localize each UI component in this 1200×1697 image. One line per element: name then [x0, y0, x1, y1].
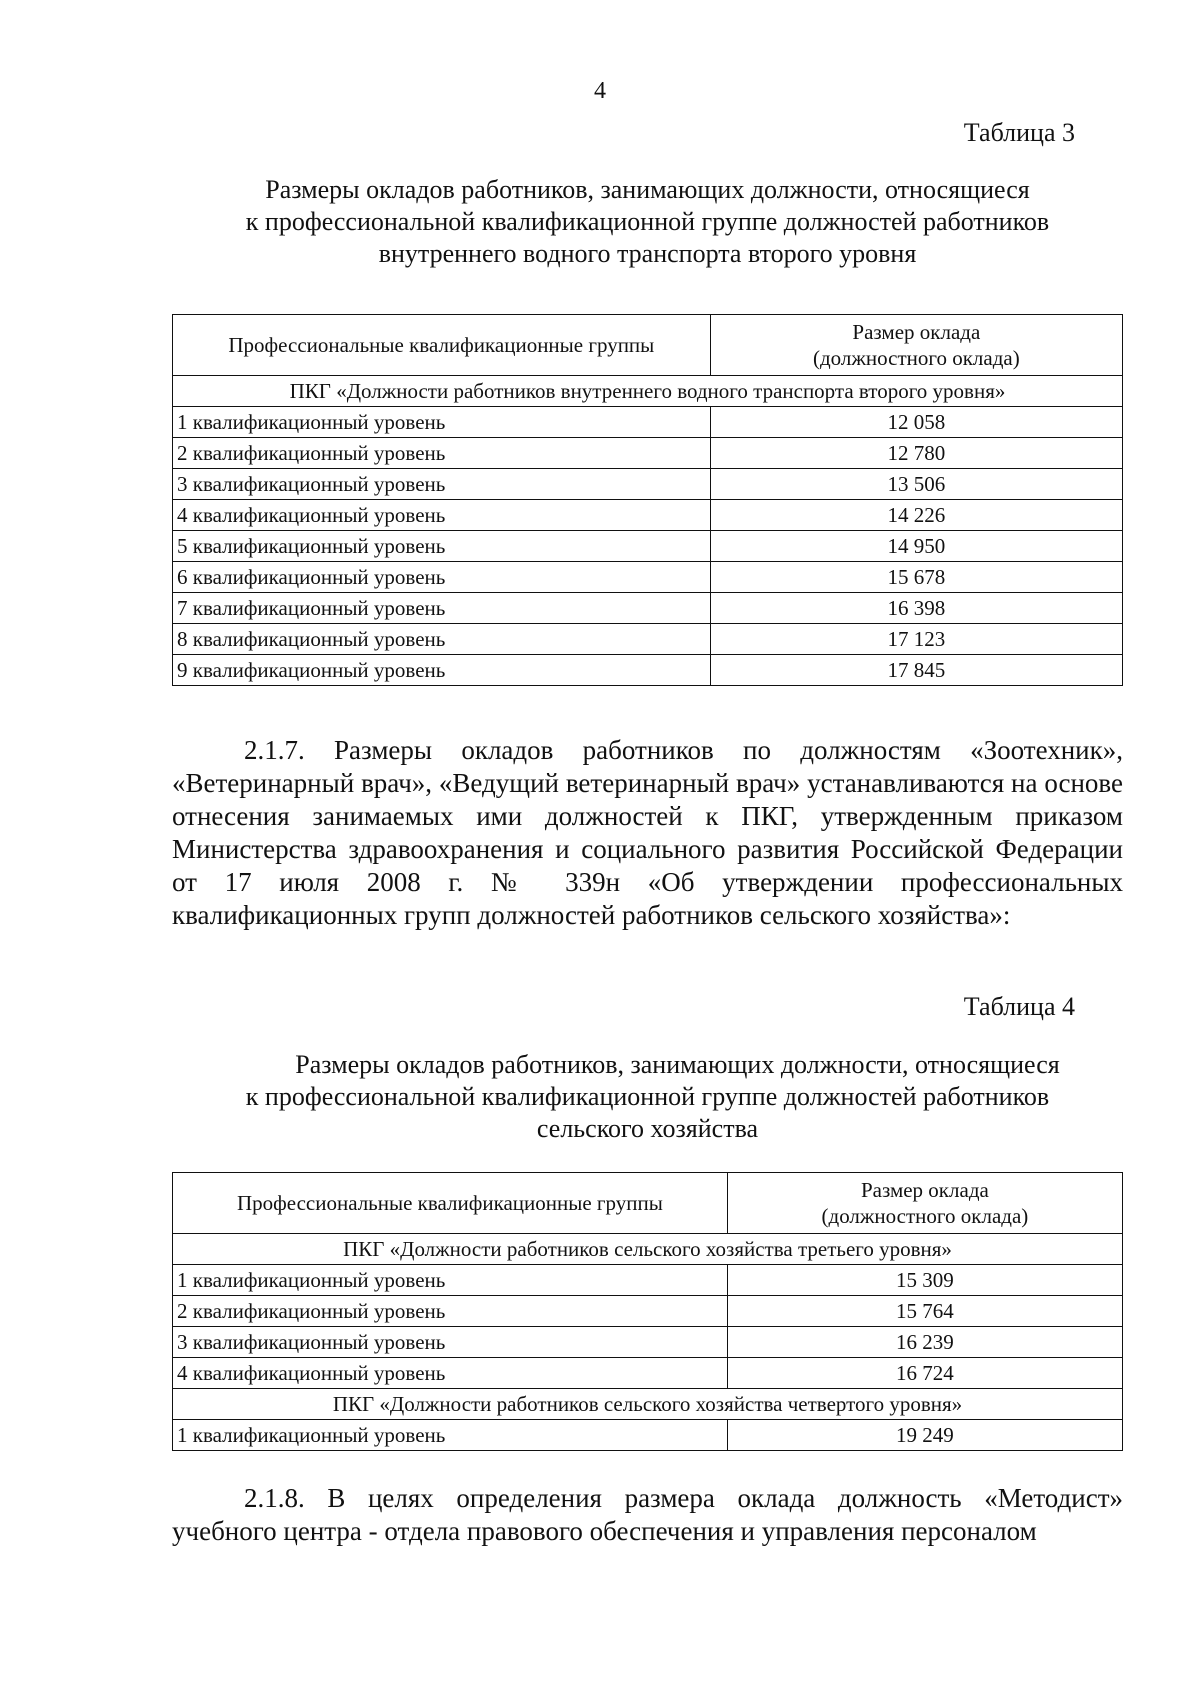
level-cell: 8 квалификационный уровень [173, 624, 711, 655]
table-row [173, 1296, 1123, 1327]
level-cell: 1 квалификационный уровень [173, 1420, 728, 1451]
group-row [173, 376, 1123, 407]
table-row [173, 655, 1123, 686]
value-cell: 14 950 [710, 531, 1122, 562]
level-cell: 3 квалификационный уровень [173, 469, 711, 500]
page-number: 4 [594, 78, 606, 104]
value-cell: 15 309 [727, 1265, 1122, 1296]
table-row [173, 1420, 1123, 1451]
header-salary-line: (должностного оклада) [821, 1204, 1029, 1228]
level-cell: 4 квалификационный уровень [173, 500, 711, 531]
table-4 [172, 1172, 1123, 1451]
value-cell: 17 123 [710, 624, 1122, 655]
level-cell: 5 квалификационный уровень [173, 531, 711, 562]
level-cell: 1 квалификационный уровень [173, 1265, 728, 1296]
group-cell: ПКГ «Должности работников внутреннего водного транспорта второго уровня» [173, 376, 1123, 407]
group-cell: ПКГ «Должности работников сельского хозяйства четвертого уровня» [173, 1389, 1123, 1420]
value-cell: 14 226 [710, 500, 1122, 531]
table-4-caption: Таблица 4 [963, 992, 1075, 1021]
table-4-title [172, 1049, 1123, 1145]
level-cell: 4 квалификационный уровень [173, 1358, 728, 1389]
level-cell: 9 квалификационный уровень [173, 655, 711, 686]
table-3-title-line: к профессиональной квалификационной группе должностей работников [245, 207, 1050, 236]
value-cell: 16 724 [727, 1358, 1122, 1389]
group-row [173, 1234, 1123, 1265]
table-row [173, 624, 1123, 655]
table-header-row [173, 315, 1123, 376]
table-3-caption: Таблица 3 [963, 118, 1075, 147]
table-row [173, 593, 1123, 624]
table-row [173, 1358, 1123, 1389]
value-cell: 17 845 [710, 655, 1122, 686]
level-cell: 3 квалификационный уровень [173, 1327, 728, 1358]
table-row [173, 438, 1123, 469]
level-cell: 7 квалификационный уровень [173, 593, 711, 624]
table-3-title-line: внутреннего водного транспорта второго уровня [378, 239, 917, 268]
table-row [173, 562, 1123, 593]
value-cell: 13 506 [710, 469, 1122, 500]
value-cell: 15 764 [727, 1296, 1122, 1327]
value-cell: 16 239 [727, 1327, 1122, 1358]
table-row [173, 531, 1123, 562]
paragraph-text: 2.1.7. Размеры окладов работников по должностям «Зоотехник», «Ветеринарный врач», «Ведущий ветеринарный врач» устанавливаются на основе отнесения занимаемых ими должностей к ПКГ, утвержденным приказом Министерства здравоохранения и социального развития Российской Федерации от 17 июля 2008 г. № 339н «Об утверждении профессиональных квалификационных групп должностей работников сельского хозяйства»: [172, 735, 1123, 930]
table-header-row [173, 1173, 1123, 1234]
table-3 [172, 314, 1123, 686]
group-row [173, 1389, 1123, 1420]
header-cell-salary [727, 1173, 1122, 1234]
header-cell-groups: Профессиональные квалификационные группы [173, 315, 711, 376]
table-row [173, 1265, 1123, 1296]
header-salary-line: Размер оклада [860, 1178, 989, 1202]
level-cell: 2 квалификационный уровень [173, 438, 711, 469]
group-cell: ПКГ «Должности работников сельского хозяйства третьего уровня» [173, 1234, 1123, 1265]
table-3-title [172, 174, 1123, 270]
header-salary-line: Размер оклада [852, 320, 981, 344]
paragraph-2-1-7 [172, 734, 1123, 932]
value-cell: 16 398 [710, 593, 1122, 624]
value-cell: 15 678 [710, 562, 1122, 593]
level-cell: 1 квалификационный уровень [173, 407, 711, 438]
paragraph-2-1-8 [172, 1482, 1123, 1548]
paragraph-text: 2.1.8. В целях определения размера оклада должность «Методист» учебного центра - отдела правового обеспечения и управления персоналом [172, 1483, 1123, 1546]
table-4-title-line: к профессиональной квалификационной группе должностей работников [245, 1082, 1050, 1111]
value-cell: 12 780 [710, 438, 1122, 469]
level-cell: 6 квалификационный уровень [173, 562, 711, 593]
table-3-title-line: Размеры окладов работников, занимающих должности, относящиеся [265, 175, 1030, 204]
table-4-title-line: Размеры окладов работников, занимающих должности, относящиеся [295, 1050, 1060, 1079]
level-cell: 2 квалификационный уровень [173, 1296, 728, 1327]
header-salary-line: (должностного оклада) [812, 346, 1020, 370]
table-row [173, 407, 1123, 438]
table-row [173, 500, 1123, 531]
table-row [173, 1327, 1123, 1358]
table-row [173, 469, 1123, 500]
header-cell-groups: Профессиональные квалификационные группы [173, 1173, 728, 1234]
header-cell-salary [710, 315, 1122, 376]
value-cell: 12 058 [710, 407, 1122, 438]
table-4-title-line: сельского хозяйства [536, 1114, 759, 1143]
value-cell: 19 249 [727, 1420, 1122, 1451]
